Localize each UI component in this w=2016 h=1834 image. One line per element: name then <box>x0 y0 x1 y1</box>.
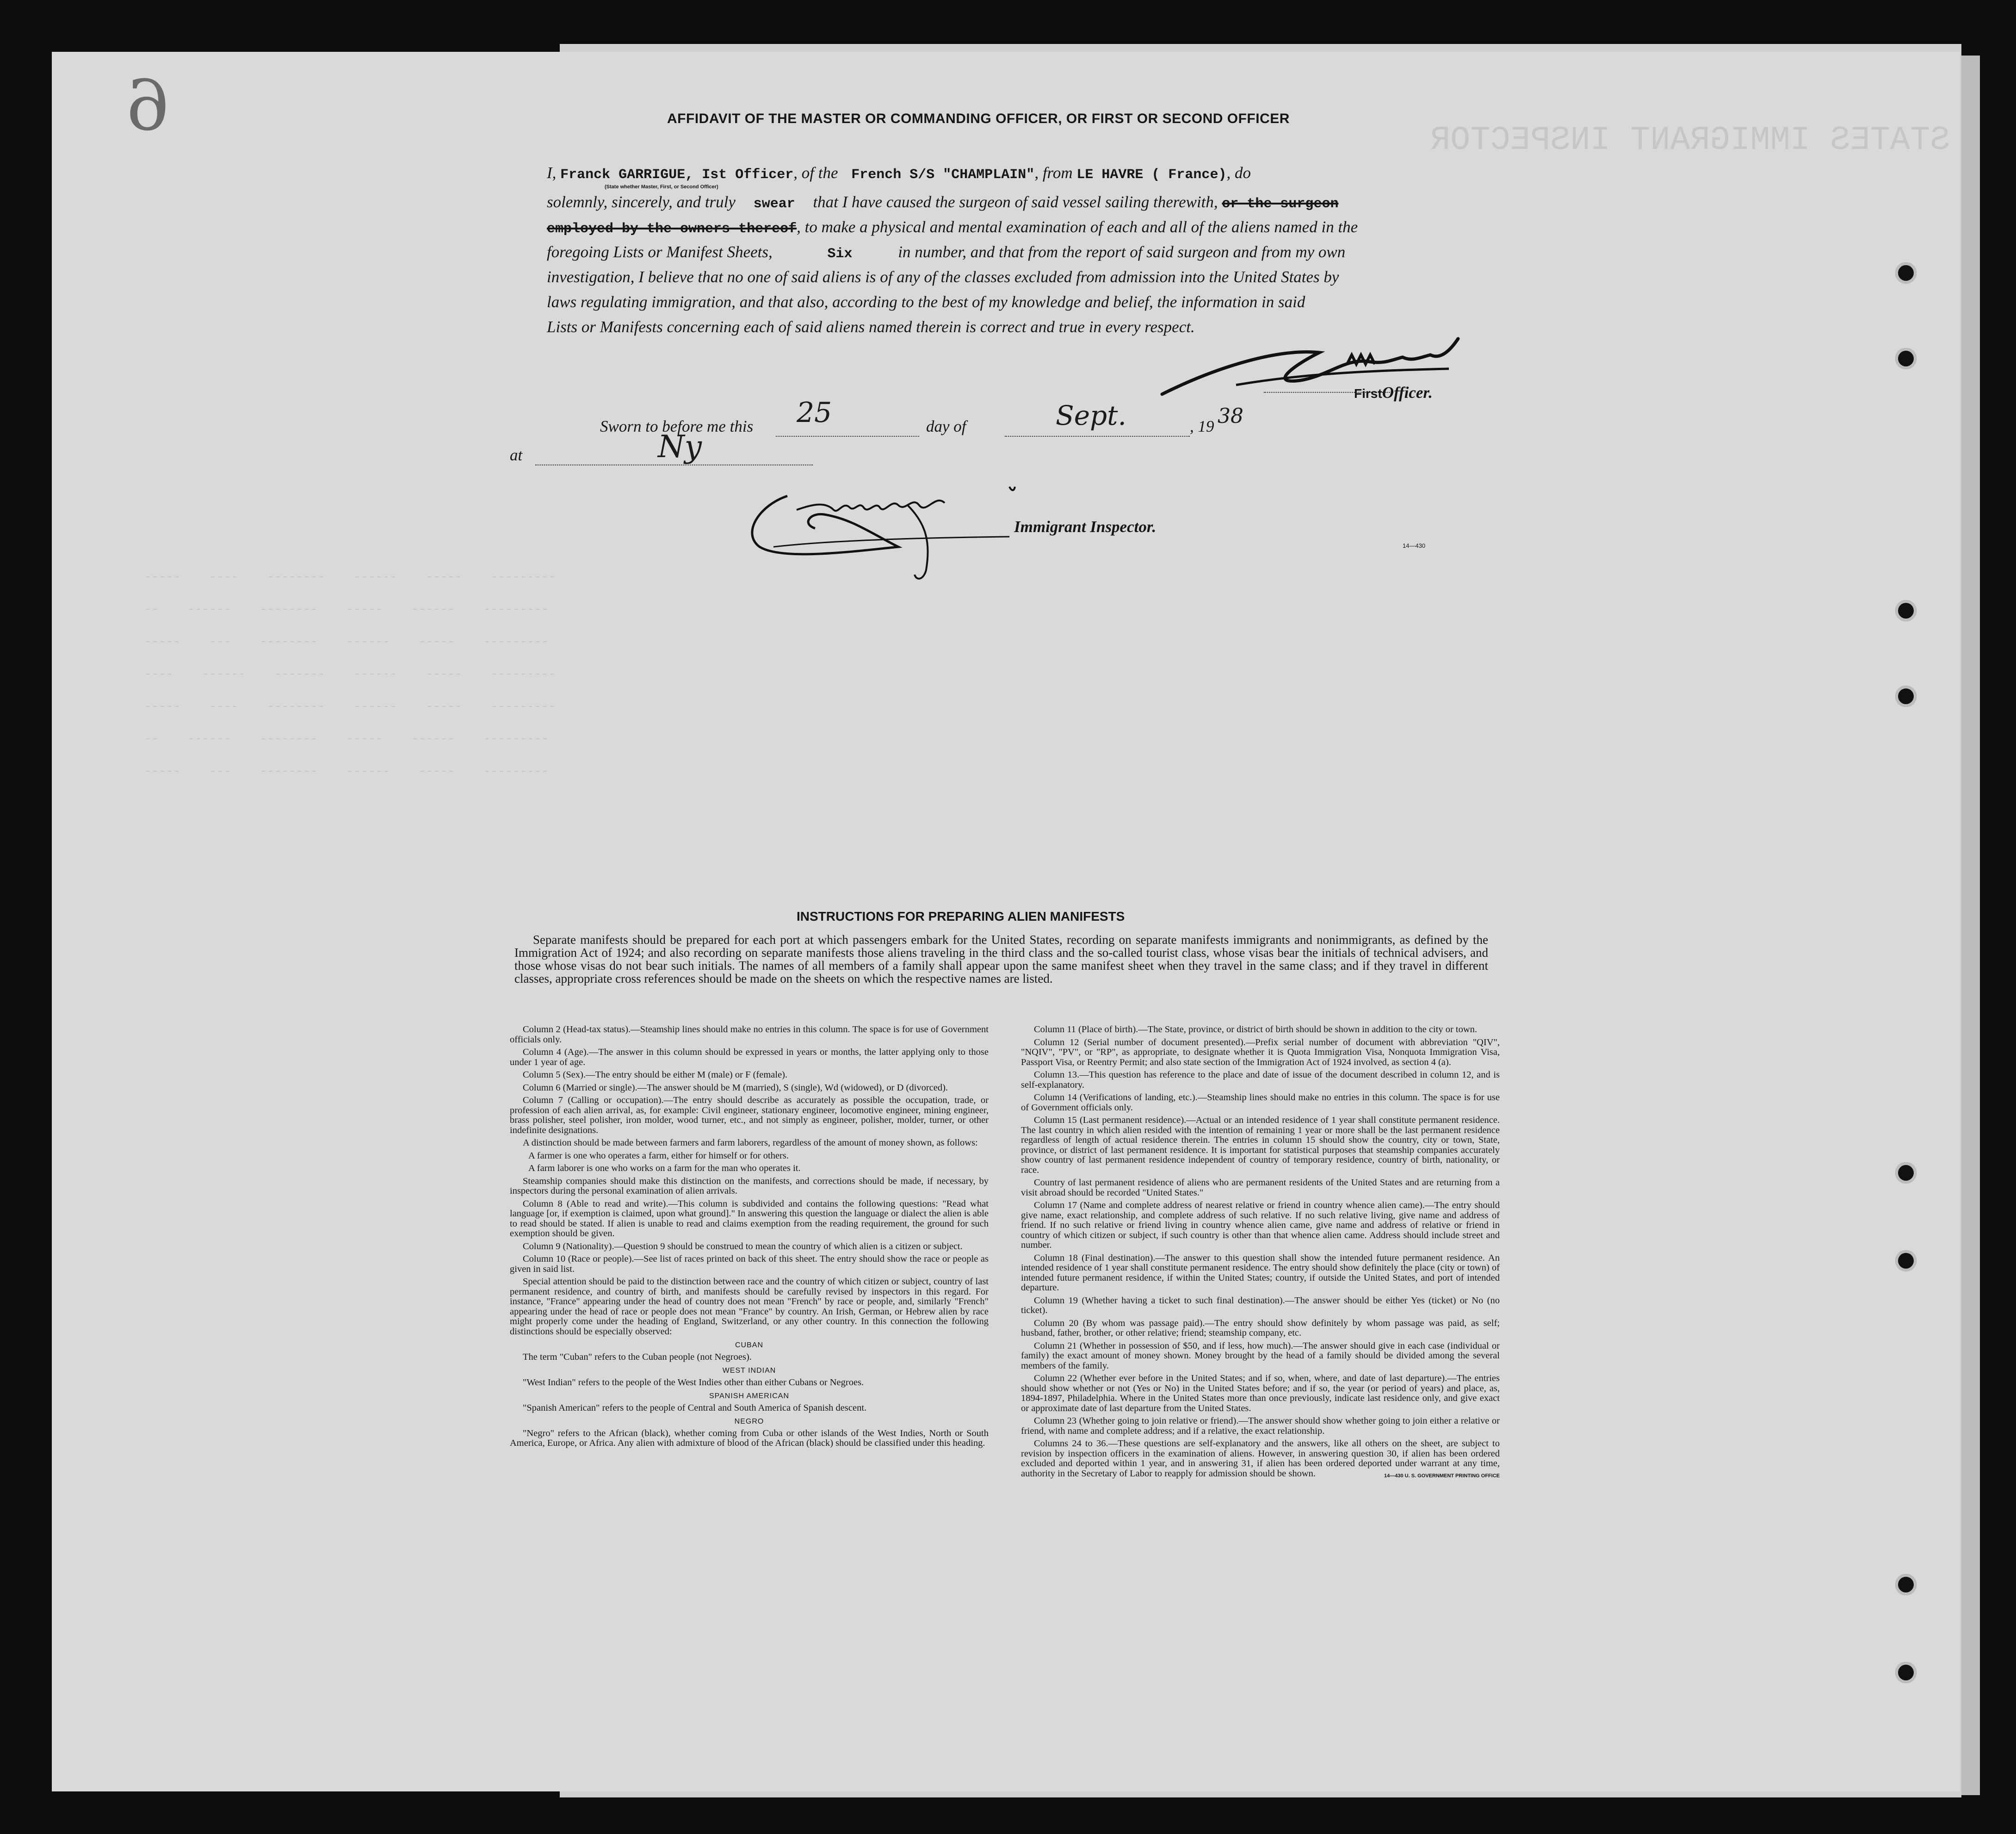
instr-col15: Column 15 (Last permanent residence).—Actual or an intended residence of 1 year shall constitute permanent residence. The last country in which alien resided with the intention of remaining 1 year or more shall be the last permanent residence regardless of length of actual residence therein. The entries in column 15 should show the country, city or town, State, province, or district of last permanent residence. It is important for statistical purposes that steamship companies accurately show country of last permanent residence independent of country of temporary residence, country of birth, nationality, or race. <box>1021 1115 1500 1175</box>
punch-hole <box>1895 348 1917 369</box>
instr-farm-laborer: A farm laborer is one who works on a farm for the man who operates it. <box>528 1163 801 1173</box>
clause-2: , to make a physical and mental examination of each and all of the aliens named in the <box>797 218 1358 236</box>
punch-hole <box>1895 686 1917 707</box>
sworn-month: Sept. <box>1056 400 1126 431</box>
punch-hole <box>1895 262 1917 284</box>
instr-col10: Column 10 (Race or people).—See list of races printed on back of this sheet. The entry should show the race or people as given in said list. <box>510 1254 989 1274</box>
day-line <box>776 436 919 437</box>
officer-title <box>1354 380 1433 406</box>
rank-note: (State whether Master, First, or Second Officer) <box>605 184 718 190</box>
sworn-place: Ny <box>658 429 702 465</box>
affidavit-i: I, <box>547 164 557 182</box>
west-indian-heading: WEST INDIAN <box>722 1367 776 1375</box>
at-label: at <box>510 446 523 464</box>
instr-col23: Column 23 (Whether going to join relative or friend).—The answer should show whether going to join either a relative or friend, with name and complete address; and if a relative, the exact relationship. <box>1021 1416 1500 1436</box>
instr-farmer: A farmer is one who operates a farm, either for himself or for others. <box>528 1150 789 1161</box>
negro-text: "Negro" refers to the African (black), whether coming from Cuba or other islands of the West Indies, North or South America, Europe, or Africa. Any alien with admixture of blood of the African (black) should be classified under this heading. <box>510 1428 989 1448</box>
spanish-american-text: "Spanish American" refers to the people of Central and South America of Spanish descent. <box>523 1402 867 1413</box>
instr-col12: Column 12 (Serial number of document presented).—Prefix serial number of document with abbreviation "QIV", "NQIV", "PV", or "RP", as appropriate, to designate whether it is Quota Immigration Visa, Nonquota Immigration Visa, Passport Visa, or Reentry Permit; and also state section of the Immigration Act of 1924 involved, as section 4 (a). <box>1021 1037 1500 1067</box>
instructions-left-column <box>510 1025 989 1451</box>
instr-col20: Column 20 (By whom was passage paid).—The entry should show definitely by whom passage was paid, as self; husband, father, brother, or other relative; friend; steamship company, etc. <box>1021 1318 1500 1338</box>
instr-special: Special attention should be paid to the distinction between race and the country of which citizen or subject, country of last permanent residence, and country of birth, and manifests should be carefully revised by inspectors in this regard. For instance, "France" appearing under the head of country does not mean "French" by race or people, and, similarly "French" appearing under the head of race or people does not mean "France" by country. An Irish, German, or Hebrew alien by race might properly come under the heading of England, Switzerland, or any other country. In this connection the following distinctions should be especially observed: <box>510 1276 989 1337</box>
punch-hole <box>1895 600 1917 621</box>
cuban-text: The term "Cuban" refers to the Cuban people (not Negroes). <box>523 1351 752 1362</box>
instr-col5: Column 5 (Sex).—The entry should be either M (male) or F (female). <box>523 1070 788 1080</box>
instr-col7: Column 7 (Calling or occupation).—The entry should describe as accurately as possible the occupation, trade, or profession of each alien arrival, as, for example: Civil engineer, stationary engineer, locomotive engineer, mining engineer, brass polisher, steel polisher, iron molder, wood turner, etc., and not simply as engineer, polisher, molder, turner, or other indefinite designations. <box>510 1095 989 1135</box>
form-number: 14—430 <box>1403 542 1426 549</box>
instructions-title: INSTRUCTIONS FOR PREPARING ALIEN MANIFESTS <box>797 909 1125 923</box>
punch-hole <box>1895 1250 1917 1271</box>
affidavit-line-5: investigation, I believe that no one of said aliens is of any of the classes excluded from admission into the United States by <box>547 268 1339 286</box>
departure-port: LE HAVRE ( France) <box>1076 167 1227 183</box>
inspector-label: Immigrant Inspector. <box>1014 518 1156 536</box>
instructions-intro: Separate manifests should be prepared for each port at which passengers embark for the United States, recording on separate manifests immigrants and nonimmigrants, as defined by the Immigration Act of 1924; and also recording on separate manifests those aliens traveling in the third class and the so-called tourist class, whose visas bear the initials of technical advisers, and those whose visas do not bear such initials. The names of all members of a family shall appear upon the same manifest sheet when they travel in the same class; and if they travel in different classes, appropriate cross references should be made on the sheets on which the respective names are listed. <box>514 933 1488 985</box>
officer-label: Officer. <box>1382 384 1433 402</box>
instr-col14: Column 14 (Verifications of landing, etc.).—Steamship lines should make no entries in this column. The space is for use of Government officials only. <box>1021 1092 1500 1113</box>
day-of-label: day of <box>926 417 966 435</box>
manifest-page <box>52 52 1960 1791</box>
solemnly-text: solemnly, sincerely, and truly <box>547 193 736 211</box>
officer-rank: First <box>1354 386 1382 401</box>
bleed-through-rows: ----- ---- -------- ------ ----- --------- -- ------ -------- ----- ------ --------- ----- --- -------- ------ ----- --------- ---- ------ ------- ------ ----- --------- ----- ---- -------- ------ ----- --------- -- ------ -------- ----- ------ --------- ----- --- -------- ------ ----- --------- <box>144 570 556 778</box>
instr-farm-distinction: A distinction should be made between farmers and farm laborers, regardless of the amount of money shown, as follows: <box>523 1138 978 1148</box>
instr-steamship: Steamship companies should make this distinction on the manifests, and corrections should be made, if necessary, by inspectors during the personal examination of alien arrivals. <box>510 1176 989 1196</box>
instr-col17: Column 17 (Name and complete address of nearest relative or friend in country whence alien came).—The entry should give name, exact relationship, and complete address of such relative. If no such relative living, give name and address of friend. If no such relative or friend living in country whence alien came, give name and address of relative or friend in country of which citizen or subject, if such country is other than that whence alien came. Address should include street and number. <box>1021 1200 1500 1250</box>
year-prefix: , 19 <box>1190 417 1214 435</box>
oath-word: swear <box>753 196 795 212</box>
negro-heading: NEGRO <box>734 1418 764 1425</box>
clause-1: that I have caused the surgeon of said vessel sailing therewith, <box>813 193 1218 211</box>
spanish-american-heading: SPANISH AMERICAN <box>709 1392 790 1400</box>
affidavit-line-6: laws regulating immigration, and that also, according to the best of my knowledge and belief, the information in said <box>547 293 1305 311</box>
affidavit-line-7: Lists or Manifests concerning each of said aliens named therein is correct and true in every respect. <box>547 318 1195 336</box>
instr-col9: Column 9 (Nationality).—Question 9 should be construed to mean the country of which alien is a citizen or subject. <box>523 1241 963 1252</box>
instr-col24-36: Columns 24 to 36.—These questions are self-explanatory and the answers, like all others on the sheet, are subject to revision by inspection officers in the examination of aliens. However, in answering question 30, if alien has been ordered excluded and deported within 1 year, and in answering 31, if alien has been ordered deported under warrant at any time, authority in the Secretary of Labor to reapply for admission should be shown. <box>1021 1438 1500 1479</box>
affidavit-title: AFFIDAVIT OF THE MASTER OR COMMANDING OFFICER, OR FIRST OR SECOND OFFICER <box>667 111 1290 126</box>
instr-col4: Column 4 (Age).—The answer in this column should be expressed in years or months, the latter applying only to those under 1 year of age. <box>510 1047 989 1067</box>
struck-text-1: or the surgeon <box>1222 196 1339 212</box>
page-mark: 6 <box>126 66 170 146</box>
printer-mark: 14—430 U. S. GOVERNMENT PRINTING OFFICE <box>1384 1473 1500 1479</box>
instr-col8: Column 8 (Able to read and write).—This column is subdivided and contains the following questions: "Read what language [or, if exemption is claimed, upon what ground]." In answering this question the language or dialect the alien is able to read should be stated. If alien is unable to read and claims exemption from the reading requirement, the ground for such exemption should be given. <box>510 1198 989 1239</box>
affidavit-line-2 <box>547 190 1509 217</box>
cuban-heading: CUBAN <box>735 1341 763 1349</box>
instr-col22: Column 22 (Whether ever before in the United States; and if so, when, where, and date of last departure).—The entries should show whether or not (Yes or No) in the United States before; and if so, the year (or period of years) and place, as, 1894-1897, Philadelphia. Where in the United States more than once previously, indicate last residence only, and give exact or approximate date of last departure from the United States. <box>1021 1373 1500 1413</box>
sworn-year: 38 <box>1218 404 1243 428</box>
instr-col6: Column 6 (Married or single).—The answer should be M (married), S (single), Wd (widowed), or D (divorced). <box>523 1082 948 1093</box>
clause-4: in number, and that from the report of said surgeon and from my own <box>898 243 1346 261</box>
west-indian-text: "West Indian" refers to the people of the West Indies other than either Cubans or Negroes. <box>523 1377 864 1388</box>
clause-3: foregoing Lists or Manifest Sheets, <box>547 243 773 261</box>
instructions-right-column <box>1021 1025 1500 1481</box>
punch-hole <box>1895 1162 1917 1183</box>
month-line <box>1005 436 1190 437</box>
punch-hole <box>1895 1662 1917 1683</box>
affidavit-line-3 <box>547 215 1509 242</box>
of-the-text: , of the <box>793 164 838 182</box>
instr-col21: Column 21 (Whether in possession of $50, and if less, how much).—The answer should give in each case (individual or family) the exact amount of money shown. Money brought by the head of a family should be divided among the several members of the family. <box>1021 1340 1500 1371</box>
instr-col19: Column 19 (Whether having a ticket to such final destination).—The answer should be either Yes (ticket) or No (no ticket). <box>1021 1295 1500 1315</box>
punch-hole <box>1895 1574 1917 1595</box>
instr-col2: Column 2 (Head-tax status).—Steamship lines should make no entries in this column. The space is for use of Government officials only. <box>510 1024 989 1045</box>
sheet-count: Six <box>827 246 853 262</box>
struck-text-2: employed by the owners thereof <box>547 221 797 237</box>
instr-col15-us: Country of last permanent residence of aliens who are permanent residents of the United States and are returning from a visit abroad should be recorded "United States." <box>1021 1177 1500 1198</box>
from-text: , from <box>1034 164 1073 182</box>
sworn-day: 25 <box>797 397 832 429</box>
instr-col11: Column 11 (Place of birth).—The State, province, or district of birth should be shown in addition to the city or town. <box>1034 1024 1478 1035</box>
ship-name: French S/S "CHAMPLAIN" <box>851 167 1035 183</box>
sworn-label: Sworn to before me this <box>600 417 754 435</box>
officer-name: Franck GARRIGUE, Ist Officer <box>560 167 794 183</box>
instr-col13: Column 13.—This question has reference to the place and date of issue of the document described in column 12, and is self-explanatory. <box>1021 1070 1500 1090</box>
affidavit-line-4 <box>547 240 1509 266</box>
affidavit-line-1 <box>547 161 1509 187</box>
bleed-through-text: STATES IMMIGRANT INSPECTOR <box>1430 121 1950 159</box>
instr-col18: Column 18 (Final destination).—The answer to this question shall show the intended future permanent residence. An intended residence of 1 year shall constitute permanent residence. The entry should show definitely the place (city or town) of intended future permanent residence, if within the United States; country, if outside the United States, and port of intended departure. <box>1021 1252 1500 1293</box>
do-text: , do <box>1226 164 1251 182</box>
